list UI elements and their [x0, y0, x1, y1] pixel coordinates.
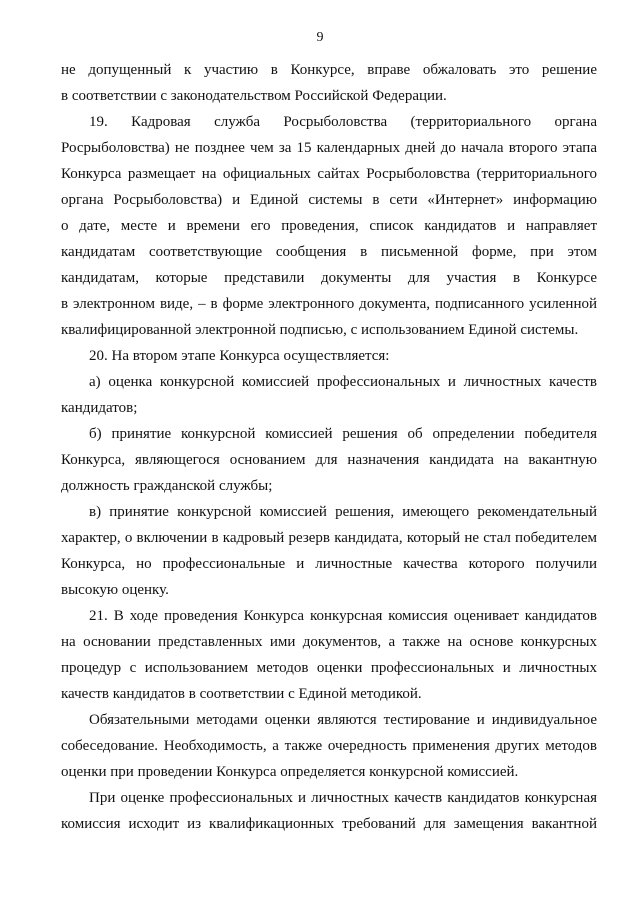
text-line: б) принятие конкурсной комиссией решения об определении победителя [89, 426, 597, 442]
text-line: кандидатам, которые представили документы для участия в Конкурсе [61, 270, 597, 286]
text-line: не допущенный к участию в Конкурсе, вправе обжаловать это решение [61, 62, 597, 78]
text-line: о дате, месте и времени его проведения, список кандидатов и направляет [61, 218, 597, 234]
text-line: должность гражданской службы; [61, 478, 273, 494]
text-line: Конкурса, являющегося основанием для назначения кандидата на вакантную [61, 452, 597, 468]
text-line: оценки при проведении Конкурса определяется конкурсной комиссией. [61, 764, 519, 780]
text-line: Обязательными методами оценки являются тестирование и индивидуальное [89, 712, 597, 728]
text-line: в соответствии с законодательством Российской Федерации. [61, 88, 447, 104]
text-line: кандидатам соответствующие сообщения в письменной форме, при этом [61, 244, 597, 260]
text-line: на основании представленных ими документов, а также на основе конкурсных [61, 634, 597, 650]
text-line: кандидатов; [61, 400, 138, 416]
text-line: а) оценка конкурсной комиссией профессиональных и личностных качеств [89, 374, 597, 390]
text-line: Конкурса, но профессиональные и личностные качества которого получили [61, 556, 597, 572]
document-body [61, 57, 597, 837]
text-line: качеств кандидатов в соответствии с Единой методикой. [61, 686, 422, 702]
text-line: собеседование. Необходимость, а также очередность применения других методов [61, 738, 597, 754]
text-line: характер, о включении в кадровый резерв кандидата, который не стал победителем [61, 530, 597, 546]
text-line: Конкурса размещает на официальных сайтах Росрыболовства (территориального [61, 166, 597, 182]
text-line: 19. Кадровая служба Росрыболовства (территориального органа [89, 114, 597, 130]
text-line: в электронном виде, – в форме электронного документа, подписанного усиленной [61, 296, 597, 312]
text-line: высокую оценку. [61, 582, 169, 598]
text-line: комиссия исходит из квалификационных требований для замещения вакантной [61, 816, 597, 832]
text-line: 20. На втором этапе Конкурса осуществляется: [89, 348, 390, 364]
text-line: Росрыболовства) не позднее чем за 15 календарных дней до начала второго этапа [61, 140, 597, 156]
text-line: При оценке профессиональных и личностных качеств кандидатов конкурсная [89, 790, 597, 806]
page-number: 9 [316, 30, 324, 45]
text-line: 21. В ходе проведения Конкурса конкурсная комиссия оценивает кандидатов [89, 608, 597, 624]
text-line: в) принятие конкурсной комиссией решения, имеющего рекомендательный [89, 504, 597, 520]
text-line: органа Росрыболовства) и Единой системы в сети «Интернет» информацию [61, 192, 597, 208]
text-line: процедур с использованием методов оценки профессиональных и личностных [61, 660, 597, 676]
text-line: квалифицированной электронной подписью, с использованием Единой системы. [61, 322, 579, 338]
